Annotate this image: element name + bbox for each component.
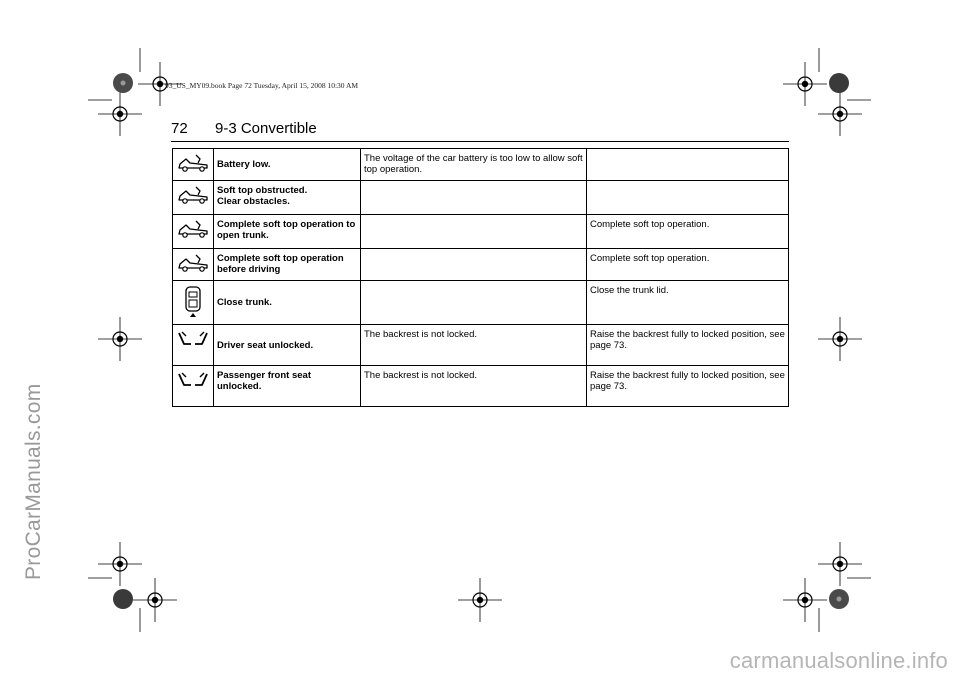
message-text: Close trunk. bbox=[214, 281, 361, 325]
icon-cell bbox=[173, 181, 214, 215]
crosshair-mark-bottom-center bbox=[458, 578, 502, 622]
cause-text: The backrest is not locked. bbox=[361, 366, 587, 407]
message-text: Driver seat unlocked. bbox=[214, 325, 361, 366]
side-watermark: ProCarManuals.com bbox=[22, 383, 45, 580]
seat-backrest-icon bbox=[176, 370, 210, 392]
icon-cell bbox=[173, 281, 214, 325]
message-text: Passenger front seat unlocked. bbox=[214, 366, 361, 407]
icon-cell bbox=[173, 325, 214, 366]
crop-line-top-right bbox=[785, 48, 875, 148]
registration-dot-bottom-right bbox=[828, 588, 850, 610]
cause-text bbox=[361, 215, 587, 249]
message-text: Complete soft top operation to open trunk. bbox=[214, 215, 361, 249]
table-row bbox=[173, 281, 789, 325]
message-text: Complete soft top operation before driving bbox=[214, 249, 361, 281]
convertible-roof-icon bbox=[177, 153, 209, 175]
cause-text: The voltage of the car battery is too low to allow soft top operation. bbox=[361, 149, 587, 181]
print-file-stamp: 93_US_MY09.book Page 72 Tuesday, April 15, 2008 10:30 AM bbox=[165, 81, 359, 90]
table-row bbox=[173, 181, 789, 215]
trunk-open-icon bbox=[183, 285, 203, 319]
cause-text: The backrest is not locked. bbox=[361, 325, 587, 366]
crosshair-mark-right-middle bbox=[818, 317, 862, 361]
icon-cell bbox=[173, 215, 214, 249]
convertible-roof-icon bbox=[177, 253, 209, 275]
registration-dot-bottom-left bbox=[112, 588, 134, 610]
action-text: Complete soft top operation. bbox=[587, 215, 789, 249]
seat-backrest-icon bbox=[176, 329, 210, 351]
cause-text bbox=[361, 249, 587, 281]
page-number: 72 bbox=[171, 120, 188, 137]
action-text bbox=[587, 149, 789, 181]
convertible-roof-icon bbox=[177, 219, 209, 241]
table-row bbox=[173, 249, 789, 281]
action-text: Complete soft top operation. bbox=[587, 249, 789, 281]
action-text: Raise the backrest fully to locked position, see page 73. bbox=[587, 366, 789, 407]
action-text: Close the trunk lid. bbox=[587, 281, 789, 325]
table-row bbox=[173, 149, 789, 181]
table-row bbox=[173, 325, 789, 366]
action-text bbox=[587, 181, 789, 215]
icon-cell bbox=[173, 149, 214, 181]
crop-line-top-left bbox=[88, 48, 178, 148]
registration-dot-top-right bbox=[828, 72, 850, 94]
icon-cell bbox=[173, 249, 214, 281]
section-title: 9-3 Convertible bbox=[215, 120, 317, 137]
page-header bbox=[171, 119, 789, 142]
cause-text bbox=[361, 181, 587, 215]
table-row bbox=[173, 215, 789, 249]
action-text: Raise the backrest fully to locked position, see page 73. bbox=[587, 325, 789, 366]
footer-watermark: carmanualsonline.info bbox=[729, 648, 948, 673]
crosshair-mark-left-middle bbox=[98, 317, 142, 361]
icon-cell bbox=[173, 366, 214, 407]
message-text: Battery low. bbox=[214, 149, 361, 181]
table-row bbox=[173, 366, 789, 407]
message-text: Soft top obstructed. Clear obstacles. bbox=[214, 181, 361, 215]
convertible-roof-icon bbox=[177, 185, 209, 207]
registration-dot-top-left bbox=[112, 72, 134, 94]
cause-text bbox=[361, 281, 587, 325]
message-table bbox=[172, 148, 789, 407]
